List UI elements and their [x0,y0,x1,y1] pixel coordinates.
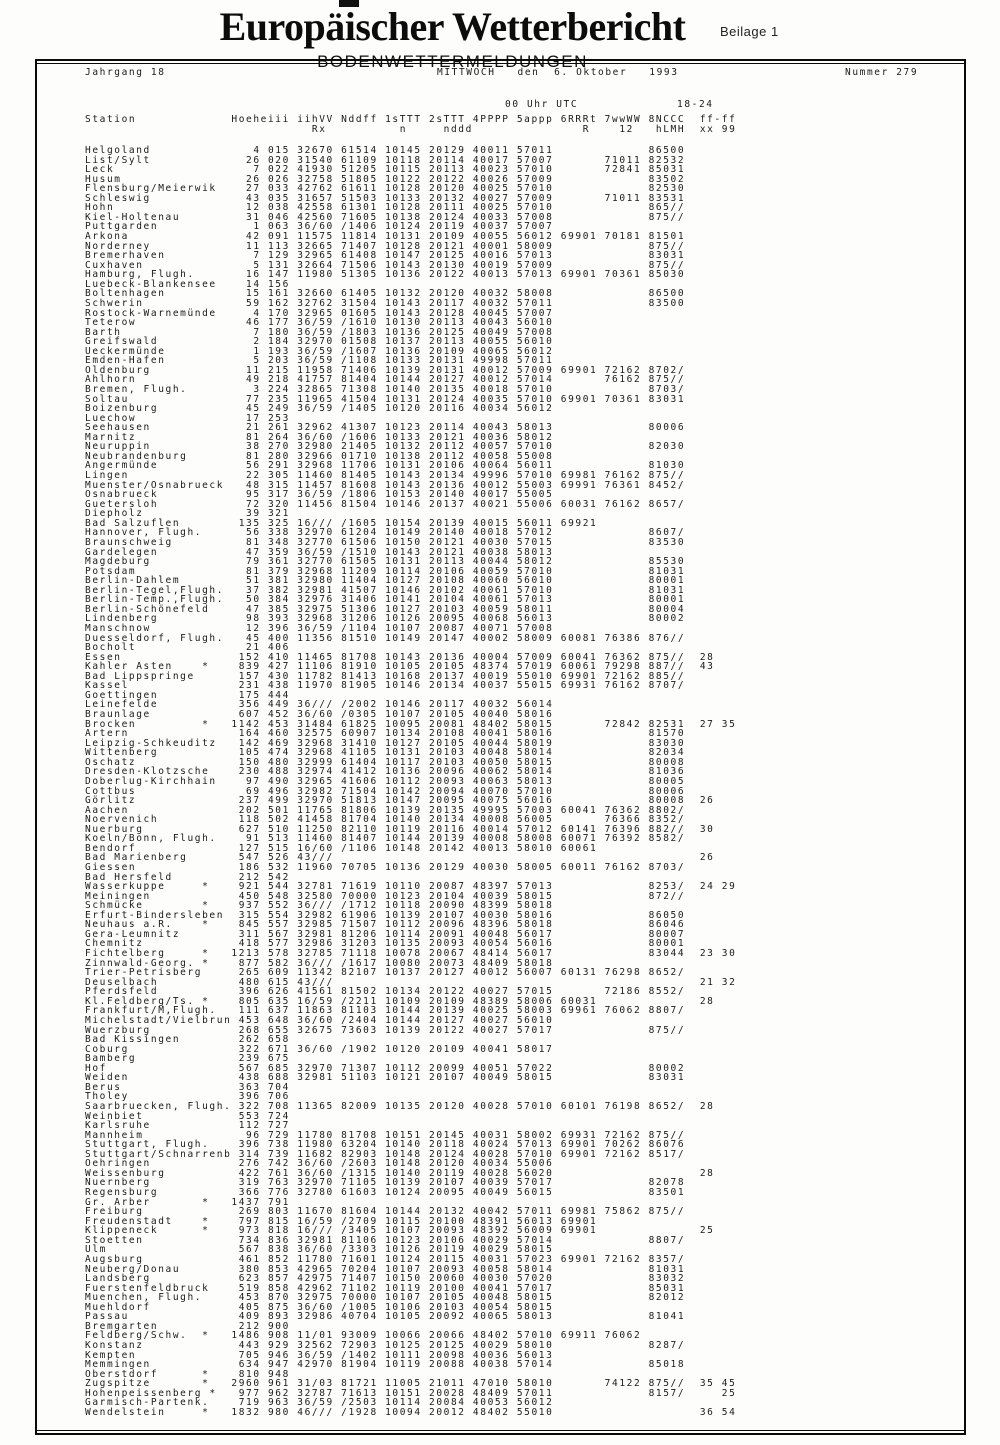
station-row: Emden-Hafen 5 203 36/59 /1108 10133 20131 49998 57011 [85,355,554,367]
station-row: Oldenburg 11 215 11958 71406 10139 20131 40012 57009 69901 72162 8702/ [85,364,686,376]
station-row: Oehringen 276 742 36/60 /2603 10148 20120 40034 55006 [85,1158,554,1170]
station-row: List/Sylt 26 020 31540 61109 10118 20114 40017 57007 71011 82532 [85,154,686,166]
station-row: Fichtelberg * 1213 578 32785 71118 10078 20067 48414 56017 83044 23 30 [85,948,737,960]
station-row: Bamberg 239 675 [85,1053,290,1065]
station-row: Berlin-Tegel,Flugh. 37 382 32981 41507 10146 20102 40061 57010 81031 [85,584,686,596]
station-row: Boltenhagen 15 161 32660 61405 10132 20120 40032 58008 86500 [85,288,686,300]
station-row: Cuxhaven 5 131 32664 71506 10143 20130 40019 57009 875// [85,259,686,271]
station-row: Berlin-Schönefeld 47 385 32975 51306 10127 20103 40059 58011 80004 [85,603,686,615]
station-row: Berus 363 704 [85,1081,290,1093]
station-row: Braunlage 607 452 36/60 /0305 10107 20105 40040 58016 [85,709,554,721]
station-row: Bad Salzuflen 135 325 16/// /1605 10154 20139 40015 56011 69921 [85,517,598,529]
station-row: Klippeneck * 973 818 16/// /3405 10107 20093 48392 56009 69901 25 [85,1225,715,1237]
station-row: Neuhaus a.R. * 845 557 32985 71507 10112 20096 48396 58018 86046 [85,919,686,931]
station-row: Bad Kissingen 262 658 [85,1034,290,1046]
annex-label: Beilage 1 [720,24,779,39]
station-row: Aachen 202 501 11765 81806 10139 20135 49995 57003 60041 76362 8802/ [85,804,686,816]
station-row: Nuernberg 319 763 32970 71105 10139 20107 40039 57017 82078 [85,1177,686,1189]
table-header-line1: Station Hoeheiii iihVV Nddff 1sTTT 2sTTT 4PPPP 5appp 6RRRt 7wwWW 8NCCC ff-ff [85,114,737,125]
station-row: Potsdam 81 379 32968 11209 10114 20106 40059 57010 81031 [85,565,686,577]
station-row: Weissenburg 422 761 36/60 /1315 10140 20119 40028 56020 28 [85,1167,715,1179]
station-row: Oberstdorf * 810 948 [85,1368,290,1380]
station-row: Regensburg 366 776 32780 61603 10124 20095 40049 56015 83501 [85,1187,686,1199]
station-row: Hohenpeissenberg * 977 962 32787 71613 10151 20028 48409 57011 8157/ 25 [85,1387,737,1399]
station-row: Flensburg/Meierwik 27 033 42762 61611 10128 20120 40025 57010 82530 [85,183,686,195]
station-row: Koeln/Bonn, Flugh. 91 513 11460 81407 10144 20139 40008 58008 60071 76392 8582/ [85,833,686,845]
station-row: Magdeburg 79 361 32770 61505 10131 20113 40044 58012 85530 [85,556,686,568]
station-row: Karlsruhe 112 727 [85,1120,290,1132]
station-row: Deuselbach 480 615 43/// 21 32 [85,976,737,988]
station-row: Braunschweig 81 348 32770 61506 10150 20121 40030 57015 83530 [85,536,686,548]
station-row: Berlin-Dahlem 51 381 32980 11404 10127 20108 40060 56010 80001 [85,575,686,587]
station-row: Zinnwald-Georg. * 877 582 36/// /1617 10080 20073 48409 58018 [85,957,554,969]
station-row: Diepholz 39 321 [85,508,290,520]
station-row: Bad Marienberg 547 526 43/// 26 [85,852,715,864]
station-row: Freudenstadt * 797 815 16/59 /2709 10115 20100 48391 56013 69901 [85,1215,598,1227]
station-row: Feldberg/Schw. * 1486 908 11/01 93009 10066 20066 48402 57010 69911 76062 [85,1330,642,1342]
station-row: Freiburg 269 803 11670 81604 10144 20132 40042 57011 69981 75862 875// [85,1206,686,1218]
station-row: Luechow 17 253 [85,412,290,424]
station-row: Wuerzburg 268 655 32675 73603 10139 20122 40027 57017 875// [85,1024,686,1036]
station-row: Weinbiet 553 724 [85,1110,290,1122]
station-row: Michelstadt/Vielbrun 453 648 36/60 /2404 10144 20127 40027 56010 [85,1014,554,1026]
station-row: Frankfurt/M,Flugh. 111 637 11863 81103 10144 20139 40025 58003 69961 76062 8807/ [85,1005,686,1017]
station-row: Neuberg/Donau 380 853 42965 70204 10107 20093 40058 58014 81031 [85,1263,686,1275]
station-row: Mannheim 96 729 11780 81708 10151 20145 40031 58002 69931 72162 875// [85,1129,686,1141]
observation-time: 00 Uhr UTC [505,99,579,110]
station-row: Puttgarden 1 063 36/60 /1406 10124 20119 40037 57007 [85,221,554,233]
station-row: Rostock-Warnemünde 4 170 32965 01605 10143 20128 40045 57007 [85,307,554,319]
station-row: Fuerstenfeldbruck 519 858 42962 71102 10119 20100 40041 57017 85031 [85,1282,686,1294]
station-row: Meiningen 450 548 32580 70000 10123 20104 40039 58015 872// [85,890,686,902]
station-row: Oschatz 150 480 32999 61404 10117 20103 40050 58015 80008 [85,756,686,768]
station-row: Erfurt-Bindersleben 315 554 32982 61906 10139 20107 40030 58016 86050 [85,909,686,921]
station-row: Luebeck-Blankensee 14 156 [85,278,290,290]
volume-label: Jahrgang 18 [85,67,166,78]
station-row: Osnabrueck 95 317 36/59 /1806 10153 20140 40017 55005 [85,489,554,501]
station-row: Husum 26 026 32758 51805 10122 20122 40026 57009 83502 [85,173,686,185]
station-row: Hohn 12 038 42558 61301 10128 20111 40025 57010 865// [85,202,686,214]
station-row: Muenster/Osnabrueck 48 315 11457 81608 10143 20136 40012 55003 69991 76361 8452/ [85,479,686,491]
station-row: Gera-Leumnitz 311 567 32981 81206 10114 20091 40048 56017 80007 [85,928,686,940]
station-row: Berlin-Temp.,Flugh. 50 384 32976 31406 10141 20104 40061 57013 80001 [85,594,686,606]
station-row: Angermünde 56 291 32968 11706 10131 20106 40064 56011 81030 [85,460,686,472]
station-row: Barth 7 180 36/59 /1803 10136 20125 40049 57008 [85,326,554,338]
station-row: Pferdsfeld 396 626 41561 81502 10134 20122 40027 57015 72186 8552/ [85,986,686,998]
page-subtitle: BODENWETTERMELDUNGEN [317,52,588,71]
station-row: Muenchen, Flugh. 453 870 32975 70000 10107 20105 40048 58015 82012 [85,1292,686,1304]
station-row: Brocken * 1142 453 31484 61825 10095 20081 48402 58015 72842 82531 27 35 [85,718,737,730]
station-row: Guetersloh 72 320 11456 81504 10146 20137 40021 55006 60031 76162 8657/ [85,498,686,510]
station-row: Ueckermünde 1 193 36/59 /1607 10136 20109 40065 56012 [85,345,554,357]
station-row: Schwerin 59 162 32762 31504 10143 20117 40032 57011 83500 [85,297,686,309]
station-row: Stuttgart, Flugh. 396 738 11980 63204 10140 20118 40024 57013 69901 70262 86076 [85,1139,686,1151]
station-row: Muehldorf 405 875 36/60 /1005 10106 20103 40054 58015 [85,1301,554,1313]
station-row: Schmücke * 937 552 36/// /1712 10118 20090 48399 58018 [85,900,554,912]
station-row: Wendelstein * 1832 980 46/// /1928 10094 20012 48402 55010 36 54 [85,1406,737,1418]
station-row: Gardelegen 47 359 36/59 /1510 10143 20121 40038 58013 [85,546,554,558]
station-row: Ahlhorn 49 218 41757 81404 10144 20127 40012 57014 76162 875// [85,374,686,386]
station-row: Saarbruecken, Flugh. 322 708 11365 82009 10135 20120 40028 57010 60101 76198 8652/ 28 [85,1101,715,1112]
station-row: Garmisch-Partenk. 719 963 36/59 /2503 10114 20084 40053 56012 [85,1397,554,1409]
station-row: Neuruppin 38 270 32980 21405 10132 20112 40057 57010 82030 [85,441,686,453]
station-row: Trier-Petrisberg 265 609 11342 82107 10137 20127 40012 56007 60131 76298 8652/ [85,967,686,979]
station-row: Zugspitze * 2960 961 31/03 81721 11005 21011 47010 58010 74122 875// 35 45 [85,1378,737,1390]
station-row: Norderney 11 113 32665 71407 10128 20121 40001 58009 875// [85,240,686,252]
station-row: Seehausen 21 261 32962 41307 10123 20114 40043 58013 80006 [85,422,686,434]
station-row: Neubrandenburg 81 280 32966 01710 10138 20112 40058 55008 [85,450,554,462]
station-row: Nuerburg 627 510 11250 82110 10119 20116 40014 57012 60141 76396 882// 30 [85,823,715,835]
table-header-line2: Rx n nddd R 12 hLMH xx 99 [85,124,737,135]
station-row: Landsberg 623 857 42975 71407 10150 20060 40030 57020 83032 [85,1273,686,1285]
station-row: Chemnitz 418 577 32986 31203 10135 20093 40054 56016 80001 [85,938,686,950]
station-row: Bocholt 21 406 [85,642,290,654]
station-row: Helgoland 4 015 32670 61514 10145 20129 40011 57011 86500 [85,145,686,156]
station-row: Ulm 567 838 36/60 /3303 10126 20119 40029 58015 [85,1244,554,1256]
station-row: Schleswig 43 035 31657 51503 10133 20132 40027 57009 71011 83531 [85,192,686,204]
station-row: Bremen, Flugh. 3 224 32865 71308 10140 20135 40018 57010 8703/ [85,384,686,395]
station-row: Leinefelde 356 449 36/// /2002 10146 20117 40032 56014 [85,699,554,711]
station-row: Kahler Asten * 839 427 11106 81910 10105 20105 48374 57019 60061 79298 887// 43 [85,661,715,673]
issue-number: Nummer 279 [845,67,919,78]
station-row: Boizenburg 45 249 36/59 /1405 10120 20116 40034 56012 [85,403,554,415]
period-label: 18-24 [677,99,714,110]
station-row: Bendorf 127 515 16/60 /1106 10148 20142 40013 58010 60061 [85,842,598,854]
station-row: Hof 567 685 32970 71307 10112 20099 40051 57022 80002 [85,1062,686,1074]
station-row: Görlitz 237 499 32970 51813 10147 20095 40075 56016 80008 26 [85,795,715,807]
station-row: Soltau 77 235 11965 41504 10131 20124 40035 57010 69901 70361 83031 [85,393,686,405]
station-row: Leck 7 022 41930 51205 10115 20113 40023 57010 72841 85031 [85,164,686,176]
station-row: Artern 164 460 32575 60907 10134 20108 40041 58016 81570 [85,728,686,740]
station-row: Weiden 438 688 32981 51103 10121 20107 40049 58015 83031 [85,1072,686,1084]
station-row: Teterow 46 177 36/59 /1610 10130 20113 40043 56010 [85,317,554,329]
station-row: Duesseldorf, Flugh. 45 400 11356 81510 10149 20147 40002 58009 60081 76386 876// [85,632,686,644]
station-row: Dresden-Klotzsche 230 488 32974 41412 10136 20096 40062 58014 81036 [85,766,686,778]
station-row: Bad Lippspringe 157 430 11782 81413 10168 20137 40019 55010 69901 72162 885// [85,670,686,682]
station-row: Wasserkuppe * 921 544 32781 71619 10110 20087 48397 57013 8253/ 24 29 [85,881,737,893]
station-row: Lindenberg 98 393 32968 31206 10126 20095 40068 56013 80002 [85,613,686,625]
station-row: Kl.Feldberg/Ts. * 805 635 16/59 /2211 10109 20109 48389 58006 60031 28 [85,995,715,1007]
station-row: Kassel 231 438 11970 81905 10146 20134 40037 55015 69931 76162 8707/ [85,680,686,692]
station-row: Leipzig-Schkeuditz 142 469 32968 31410 10127 20105 40044 58019 83030 [85,737,686,749]
station-row: Bad Hersfeld 212 542 [85,871,290,883]
station-row: Doberlug-Kirchhain 97 490 32965 41606 10112 20093 40063 58013 80005 [85,775,686,787]
station-row: Essen 152 410 11465 81708 10143 20136 40004 57009 60041 76362 875// 28 [85,651,715,663]
station-row: Augsburg 461 852 11780 71601 10124 20115 40031 57023 69901 72162 8357/ [85,1253,686,1265]
station-row: Hamburg, Flugh. 16 147 11980 51305 10136 20122 40013 57013 69901 70361 85030 [85,269,686,281]
station-row: Stoetten 734 836 32981 81106 10123 20106 40029 57014 8807/ [85,1234,686,1246]
station-row: Greifswald 2 184 32970 01508 10137 20113 40055 56010 [85,336,554,348]
station-row: Cottbus 69 496 32982 71504 10142 20094 40070 57010 80006 [85,785,686,797]
station-row: Passau 409 893 32986 40704 10105 20092 40065 58013 81041 [85,1311,686,1323]
page-title: Europäischer Wetterbericht [219,4,686,49]
station-row: Giessen 186 532 11960 70705 10136 20129 40030 58005 60011 76162 8703/ [85,862,686,873]
station-row: Konstanz 443 929 32562 72903 10125 20125 40029 58010 8287/ [85,1340,686,1351]
station-row: Coburg 322 671 36/60 /1902 10120 20109 40041 58017 [85,1043,554,1055]
station-row: Kempten 705 946 36/59 /1402 10111 20098 40036 56013 [85,1349,554,1361]
station-row: Kiel-Holtenau 31 046 42560 71605 10138 20124 40033 57008 875// [85,211,686,223]
station-row: Manschnow 12 396 36/59 /1104 10107 20087 40071 57008 [85,623,554,634]
station-row: Stuttgart/Schnarrenb 314 739 11682 82903 10148 20124 40028 57010 69901 72162 8517/ [85,1148,686,1160]
station-row: Noervenich 118 502 41458 81704 10140 20134 40008 56005 76366 8352/ [85,814,686,826]
station-row: Goettingen 175 444 [85,689,290,701]
station-row: Hannover, Flugh. 56 338 32970 61204 10149 20140 40018 57012 8607/ [85,527,686,539]
station-row: Arkona 42 091 11575 11814 10131 20109 40055 56012 69901 70181 81501 [85,231,686,243]
date-line: MITTWOCH den 6. Oktober 1993 [437,67,679,78]
station-row: Gr. Arber * 1437 791 [85,1196,290,1208]
station-row: Bremgarten 212 900 [85,1320,290,1332]
station-row: Memmingen 634 947 42970 81904 10119 20088 40038 57014 85018 [85,1359,686,1371]
station-row: Wittenberg 105 474 32968 41105 10131 20103 40048 58014 82034 [85,747,686,759]
station-row: Marnitz 81 264 36/60 /1606 10133 20121 40036 58012 [85,431,554,443]
station-row: Bremerhaven 7 129 32965 61408 10147 20125 40016 57013 83031 [85,250,686,262]
station-row: Tholey 396 706 [85,1091,290,1103]
station-row: Lingen 22 305 11460 81405 10143 20134 49996 57010 69981 76162 875// [85,470,686,482]
